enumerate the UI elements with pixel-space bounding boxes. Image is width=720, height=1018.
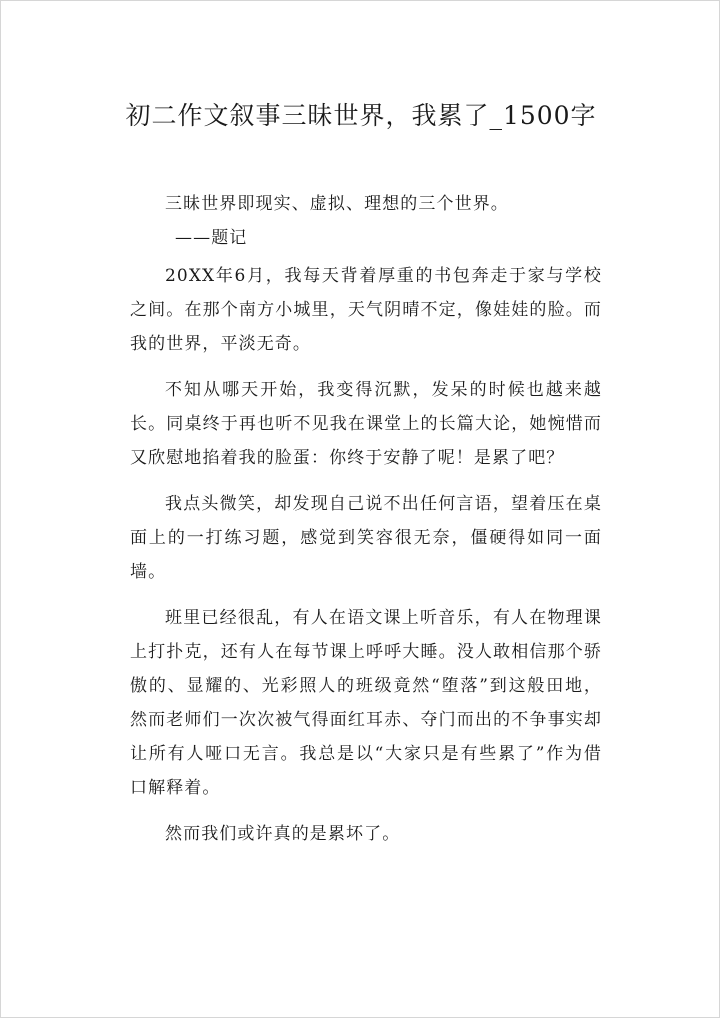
document-body	[130, 187, 602, 851]
epigraph: 三昧世界即现实、虚拟、理想的三个世界。	[165, 194, 509, 214]
paragraph: 我点头微笑，却发现自己说不出任何言语，望着压在桌面上的一打练习题，感觉到笑容很无奈，僵硬得如同一面墙。	[130, 494, 602, 582]
paragraph: 不知从哪天开始，我变得沉默，发呆的时候也越来越长。同桌终于再也听不见我在课堂上的长篇大论，她惋惜而又欣慰地掐着我的脸蛋：你终于安静了呢！是累了吧？	[130, 380, 602, 468]
paragraph: 班里已经很乱，有人在语文课上听音乐，有人在物理课上打扑克，还有人在每节课上呼呼大睡。没人敢相信那个骄傲的、显耀的、光彩照人的班级竟然“堕落”到这般田地，然而老师们一次次被气得面红耳赤、夺门而出的不争事实却让所有人哑口无言。我总是以“大家只是有些累了”作为借口解释着。	[130, 608, 602, 798]
paragraph: 然而我们或许真的是累坏了。	[165, 824, 401, 844]
epigraph-source: ——题记	[175, 228, 248, 248]
document-title: 初二作文叙事三昧世界，我累了_1500字	[125, 101, 597, 130]
paragraph: 20XX年6月，我每天背着厚重的书包奔走于家与学校之间。在那个南方小城里，天气阴晴不定，像娃娃的脸。而我的世界，平淡无奇。	[130, 266, 602, 354]
